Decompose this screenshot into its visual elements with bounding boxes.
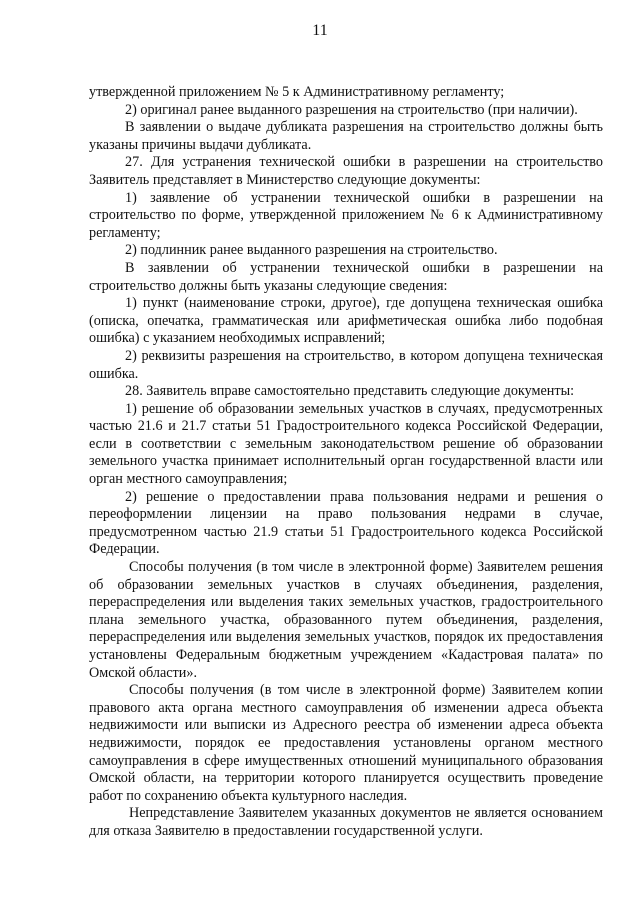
page-number: 11 <box>312 22 328 39</box>
paragraph: Способы получения (в том числе в электронной форме) Заявителем копии правового акта органа местного самоуправления об изменении адреса объекта недвижимости или выписки из Адресного реестра об изменении адреса объекта недвижимости, порядок ее предоставления установлены органом местного самоуправления в сфере имущественных отношений муниципального образования Омской области, на территории которого планируется осуществить проведение работ по сохранению объекта культурного наследия. <box>89 682 603 804</box>
paragraph: Способы получения (в том числе в электронной форме) Заявителем решения об образовании земельных участков в случаях объединения, разделения, перераспределения или выделения таких земельных участков, градостроительного плана земельного участка, образованного путем объединения, разделения, перераспределения или выделения земельных участков, порядок их предоставления установлены Федеральным бюджетным учреждением «Кадастровая палата» по Омской области». <box>89 559 603 681</box>
paragraph: Непредставление Заявителем указанных документов не является основанием для отказа Заявителю в предоставлении государственной услуги. <box>89 805 603 839</box>
paragraph-item: 2) реквизиты разрешения на строительство, в котором допущена техническая ошибка. <box>89 347 603 382</box>
paragraph-item: 2) подлинник ранее выданного разрешения на строительство. <box>125 242 498 259</box>
paragraph-item: 1) решение об образовании земельных участков в случаях, предусмотренных частью 21.6 и 21.7 статьи 51 Градостроительного кодекса Российской Федерации, если в соответствии с земельным законодательством решение об образовании земельного участка принимает исполнительный орган государственной власти или орган местного самоуправления; <box>89 400 603 488</box>
paragraph-clause-28: 28. Заявитель вправе самостоятельно представить следующие документы: <box>125 383 575 400</box>
paragraph-item: 2) оригинал ранее выданного разрешения на строительство (при наличии). <box>125 101 578 118</box>
paragraph-item: 1) заявление об устранении технической ошибки в разрешении на строительство по форме, утвержденной приложением № 6 к Административному регламенту; <box>89 189 603 241</box>
paragraph: В заявлении о выдаче дубликата разрешения на строительство должны быть указаны причины выдачи дубликата. <box>89 119 603 153</box>
document-body <box>89 84 603 841</box>
paragraph-continuation: утвержденной приложением № 5 к Административному регламенту; <box>89 84 505 100</box>
paragraph: В заявлении об устранении технической ошибки в разрешении на строительство должны быть указаны следующие сведения: <box>89 259 603 294</box>
paragraph-item: 1) пункт (наименование строки, другое), где допущена техническая ошибка (описка, опечатка, грамматическая или арифметическая ошибка либо подобная ошибка) с указанием необходимых исправлений; <box>89 295 603 347</box>
paragraph-clause-27: 27. Для устранения технической ошибки в разрешении на строительство Заявитель представляет в Министерство следующие документы: <box>89 154 603 188</box>
paragraph-item: 2) решение о предоставлении права пользования недрами и решения о переоформлении лицензии на право пользования недрами в случае, предусмотренном частью 21.9 статьи 51 Градостроительного кодекса Российской Федерации. <box>89 488 603 558</box>
